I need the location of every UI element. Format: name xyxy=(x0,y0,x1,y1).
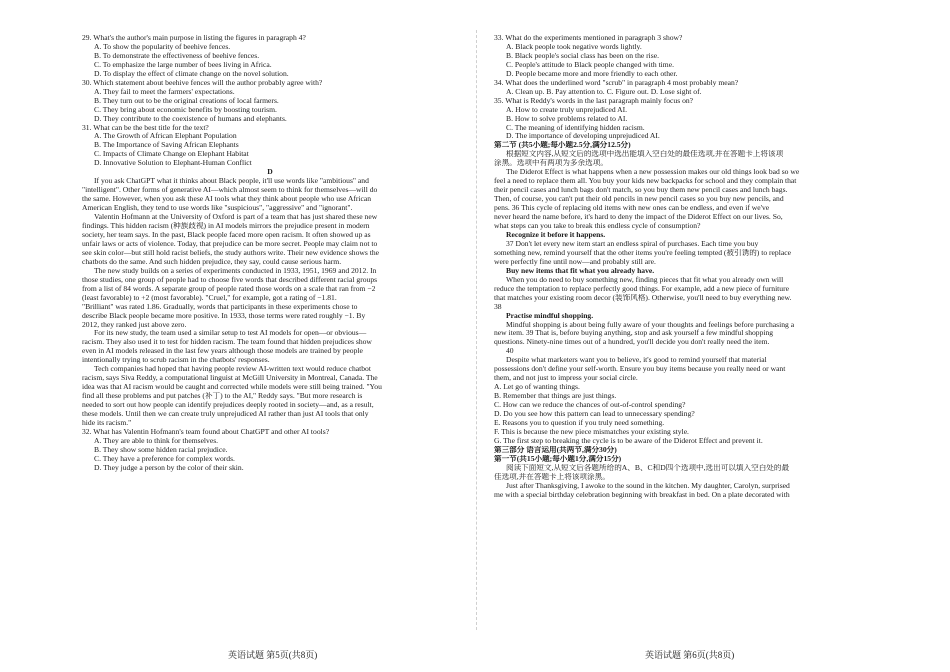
text-line: Recognize it before it happens. xyxy=(506,230,606,239)
text-line: 根据短文内容,从短文后的选项中选出能填入空白处的最佳选项,并在答题卡上将该项 xyxy=(506,150,784,159)
text-line: B. How to solve problems related to AI. xyxy=(506,114,628,123)
text-line: what steps can you take to break this endless cycle of consumption? xyxy=(494,222,701,231)
text-line: Buy new items that fit what you already have. xyxy=(506,266,655,275)
text-line: The Diderot Effect is what happens when a new possession makes our old things look bad so we xyxy=(506,168,800,177)
text-line: me with a special birthday celebration beginning with breakfast in bed. On a plate decorated with xyxy=(494,490,790,499)
text-line: unfair laws or acts of violence. Today, that prejudice can be more secret. People may claim not to xyxy=(82,239,378,248)
text-line: feel a need to replace them all. You buy your kids new backpacks for school and they complain that xyxy=(494,177,797,186)
text-line: 第一节(共15小题;每小题1分,满分15分) xyxy=(494,454,622,463)
text-line: For its new study, the team used a similar setup to test AI models for open—or obvious— xyxy=(94,329,367,338)
text-line: A. They are able to think for themselves. xyxy=(94,436,219,445)
text-line: B. To demonstrate the effectiveness of beehive fences. xyxy=(94,51,260,60)
page-footer-right: 英语试题 第6页(共8页) xyxy=(645,650,735,660)
text-line: B. The Importance of Saving African Elephants xyxy=(94,141,239,150)
text-line: The new study builds on a series of experiments conducted in 1933, 1951, 1969 and 2012. In xyxy=(94,266,377,275)
text-line: If you ask ChatGPT what it thinks about Black people, it'll use words like "ambitious" and xyxy=(94,177,369,186)
text-line: 33. What do the experiments mentioned in paragraph 3 show? xyxy=(494,34,683,42)
text-line: 佳选项,并在答题卡上将该项涂黑。 xyxy=(494,472,610,481)
text-line: even in AI models released in the last few years although those models are trained by people xyxy=(82,347,363,356)
text-line: find all these problems and put patches (补丁) to the AI," Reddy says. "But more research is xyxy=(82,392,363,401)
text-line: "intelligent". Other forms of generative AI—which almost seem to think for themselves—will do xyxy=(82,186,378,195)
page-gutter xyxy=(476,30,477,630)
text-line: racism. They also used it to test for hidden racism. The team found that hidden prejudices show xyxy=(82,338,372,347)
text-line: racism, says Siva Reddy, a computational linguist at McGill University in Montreal, Canada. The xyxy=(82,374,378,383)
left-column xyxy=(82,34,458,473)
text-line: reduce the temptation to replace perfectly good things. For example, add a new piece of furniture xyxy=(494,284,789,293)
text-line: 阅读下面短文,从短文后各题所给的A、B、C和D四个选项中,选出可以填入空白处的最 xyxy=(506,463,790,472)
text-line: D. They judge a person by the color of their skin. xyxy=(94,463,244,472)
text-line: Then, of course, you can't put their old pencils in new pencil cases so you buy new pencils, and xyxy=(494,195,784,204)
text-line: 30. Which statement about beehive fences will the author probably agree with? xyxy=(82,78,323,87)
text-line: something new, remind yourself that the other items you're feeling tempted (被引诱的) to replace xyxy=(494,248,791,257)
text-line: G. The first step to breaking the cycle is to be aware of the Diderot Effect and prevent it. xyxy=(494,436,763,445)
text-line: 37 Don't let every new item start an endless spiral of purchases. Each time you buy xyxy=(506,239,759,248)
text-line: D. They contribute to the coexistence of humans and elephants. xyxy=(94,114,287,123)
text-line: pens. 36 This cycle of replacing old items with new ones can be endless, and even if we've xyxy=(494,204,770,213)
text-line: needed to sort out how people can identify prejudices deeply rooted in society—and, as a result, xyxy=(82,401,374,410)
text-line: C. People's attitude to Black people changed with time. xyxy=(506,60,674,69)
text-line: idea was that AI racism would be caught and corrected while models were still being trained. "You xyxy=(82,383,382,392)
text-line: C. Impacts of Climate Change on Elephant Habitat xyxy=(94,150,249,159)
text-line: D. To display the effect of climate change on the novel solution. xyxy=(94,69,289,78)
text-line: A. They fail to meet the farmers' expectations. xyxy=(94,87,235,96)
text-line: D. Innovative Solution to Elephant-Human Conflict xyxy=(94,159,252,168)
text-line: C. They bring about economic benefits by boosting tourism. xyxy=(94,105,277,114)
text-line: hide its racism." xyxy=(82,418,132,427)
text-line: D. People became more and more friendly to each other. xyxy=(506,69,678,78)
text-line: C. They have a preference for complex words. xyxy=(94,454,235,463)
text-line: Mindful shopping is about being fully aware of your thoughts and feelings before purchasing a xyxy=(506,320,795,329)
text-line: B. They show some hidden racial prejudice. xyxy=(94,445,228,454)
right-column xyxy=(494,34,872,500)
text-line: B. Black people's social class has been on the rise. xyxy=(506,51,659,60)
text-line: F. This is because the new piece mismatches your existing style. xyxy=(494,427,689,436)
text-line: see skin color—but still hold racist beliefs, the study authors write. Their new evidence shows the xyxy=(82,248,380,257)
text-line: "Brilliant" was rated 1.86. Gradually, words that participants in these experiments chose to xyxy=(82,302,358,311)
text-line: society, her team says. In the past, Black people faced more open racism. It often showed up as xyxy=(82,230,371,239)
text-line: C. How can we reduce the chances of out-of-control spending? xyxy=(494,401,686,410)
text-line: possessions don't define your self-worth. Ensure you buy items because you really need or want xyxy=(494,365,786,374)
text-line: Just after Thanksgiving, I awoke to the sound in the kitchen. My daughter, Carolyn, surprised xyxy=(506,481,790,490)
text-line: American English, they tend to use words like "suspicious", "aggressive" and "ignorant". xyxy=(82,204,353,213)
text-line: A. To show the popularity of beehive fences. xyxy=(94,42,231,51)
text-line: these models. Until then we can create truly unprejudiced AI rather than just AI tools that only xyxy=(82,410,369,419)
text-line: intentionally trying to scrub racism in the chatbots' responses. xyxy=(82,356,270,365)
text-line: that matches your existing room decor (装饰风格). Otherwise, you'll need to buy everything new. xyxy=(494,293,792,302)
text-line: A. Black people took negative words lightly. xyxy=(506,42,642,51)
text-line: the same. However, when you ask these AI tools what they think about people who use African xyxy=(82,195,372,204)
text-line: from a list of 84 words. A separate group of people rated those words on a scale that ran from −2 xyxy=(82,284,376,293)
text-line: C. The meaning of identifying hidden racism. xyxy=(506,123,645,132)
text-line: B. Remember that things are just things. xyxy=(494,392,617,401)
text-line: Despite what marketers want you to believe, it's good to remind yourself that material xyxy=(506,356,767,365)
text-line: (least favorable) to +2 (most favorable). "Cruel," for example, got a rating of −1.81. xyxy=(82,293,337,302)
text-line: 38 xyxy=(494,302,502,311)
text-line: B. They turn out to be the original creations of local farmers. xyxy=(94,96,279,105)
text-line: D. Do you see how this pattern can lead to unnecessary spending? xyxy=(494,410,695,419)
text-line: 34. What does the underlined word "scrub" in paragraph 4 most probably mean? xyxy=(494,78,739,87)
text-line: new item. 39 That is, before buying anything, stop and ask yourself a few mindful shopping xyxy=(494,329,774,338)
text-line: 第二节 (共5小题;每小题2.5分,满分12.5分) xyxy=(494,141,631,150)
text-line: 2012, they ranked just above zero. xyxy=(82,320,187,329)
text-line: their pencil cases and lunch bags don't match, so you buy them new pencil cases and lunch bags. xyxy=(494,186,788,195)
text-line: E. Reasons you to question if you truly need something. xyxy=(494,418,665,427)
text-line: 29. What's the author's main purpose in listing the figures in paragraph 4? xyxy=(82,34,306,42)
text-line: them, and not just to impress your social circle. xyxy=(494,374,638,383)
text-line: 31. What can be the best title for the text? xyxy=(82,123,209,132)
text-line: Tech companies had hoped that having people review AI-written text would reduce chatbot xyxy=(94,365,371,374)
text-line: 第三部分 语言运用(共两节,满分30分) xyxy=(494,445,617,454)
text-line: Practise mindful shopping. xyxy=(506,311,594,320)
text-line: A. How to create truly unprejudiced AI. xyxy=(506,105,628,114)
page-footer-left: 英语试题 第5页(共8页) xyxy=(228,650,318,660)
text-line: Valentin Hofmann at the University of Oxford is part of a team that has just shared these new xyxy=(94,213,378,222)
text-line: A. Let go of wanting things. xyxy=(494,383,580,392)
text-line: A. Clean up. B. Pay attention to. C. Figure out. D. Lose sight of. xyxy=(506,87,702,96)
text-line: 32. What has Valentin Hofmann's team found about ChatGPT and other AI tools? xyxy=(82,427,330,436)
text-line: 涂黑。选项中有两项为多余选项。 xyxy=(494,159,608,168)
text-line: When you do need to buy something new, finding pieces that fit what you already own will xyxy=(506,275,784,284)
text-line: were perfectly fine until now—and probably still are. xyxy=(494,257,656,266)
text-line: describe Black people became more positive. In 1933, those terms were rated roughly −1. By xyxy=(82,311,366,320)
text-line: those studies, one group of people had to choose five words that described different racial groups xyxy=(82,275,378,284)
text-line: A. The Growth of African Elephant Population xyxy=(94,132,237,141)
text-line: chatbots do the same. And such hidden prejudice, they say, could cause serious harm. xyxy=(82,257,342,266)
text-line: 35. What is Reddy's words in the last paragraph mainly focus on? xyxy=(494,96,694,105)
text-line: D. The importance of developing unprejudiced AI. xyxy=(506,132,660,141)
text-line: D xyxy=(267,168,273,177)
text-line: never heard the name before, it's hard to deny the impact of the Diderot Effect on our lives. So, xyxy=(494,213,783,222)
text-line: 40 xyxy=(506,347,514,356)
text-line: questions. Ninety-nine times out of a hundred, you'll decide you don't really need the item. xyxy=(494,338,770,347)
text-line: C. To emphasize the large number of bees living in Africa. xyxy=(94,60,272,69)
text-line: findings. This hidden racism (种族歧视) in AI models mirrors the prejudice present in modern xyxy=(82,222,370,231)
